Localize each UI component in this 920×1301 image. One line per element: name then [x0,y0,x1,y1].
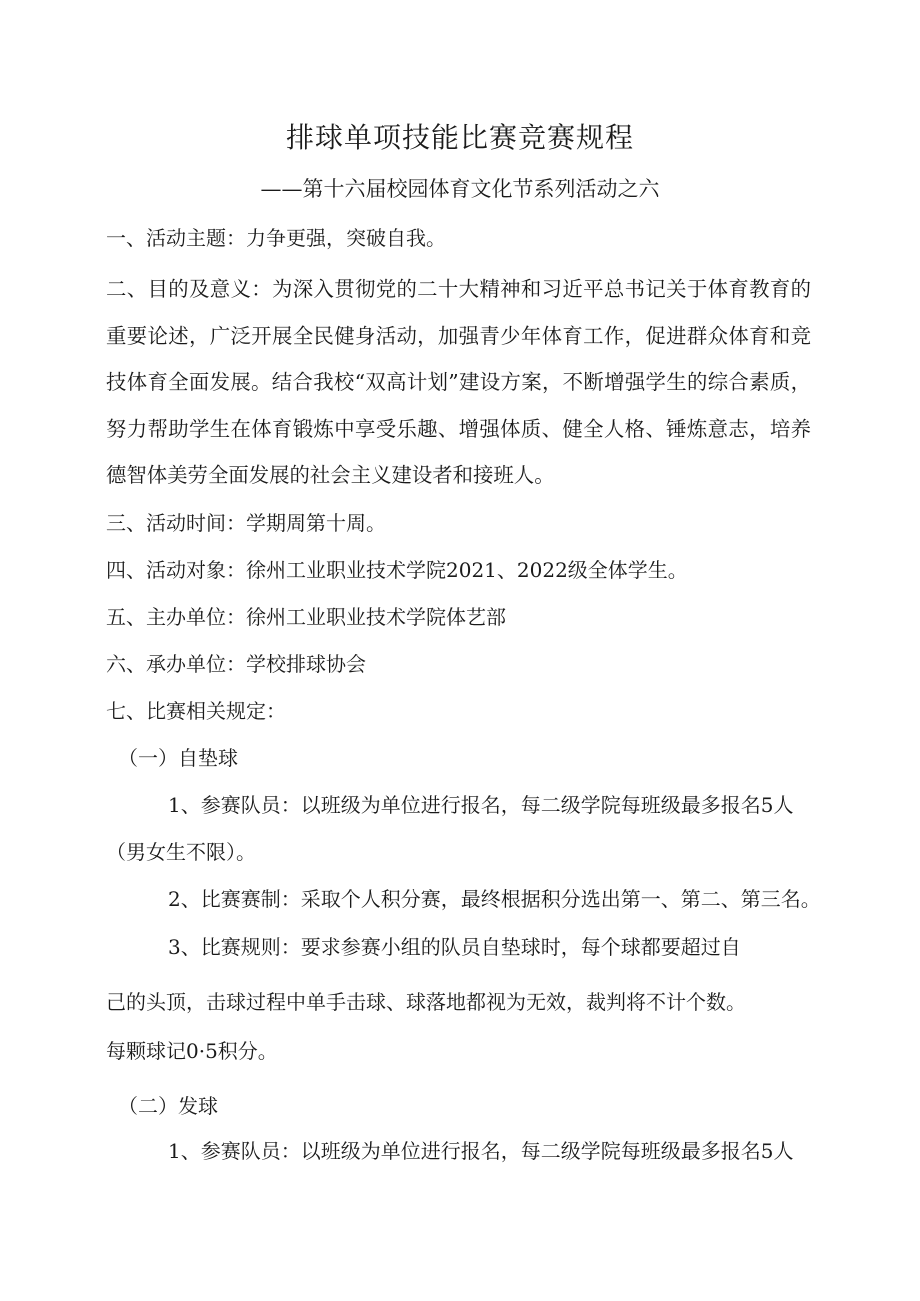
time-line: 三、活动时间：学期周第十周。 [106,511,386,535]
purpose-paragraph: 二、目的及意义：为深入贯彻党的二十大精神和习近平总书记关于体育教育的重要论述，广泛开展全民健身活动，加强青少年体育工作，促进群众体育和竞技体育全面发展。结合我校“双高计划”建设方案，不断增强学生的综合素质，努力帮助学生在体育锻炼中享受乐趣、增强体质、健全人格、锤炼意志，培养德智体美劳全面发展的社会主义建设者和接班人。 [106,277,811,488]
section1-item3-line2: 己的头顶，击球过程中单手击球、球落地都视为无效，裁判将不计个数。 [106,990,746,1014]
theme-line: 一、活动主题：力争更强，突破自我。 [106,226,446,250]
section1-item2: 2、比赛赛制：采取个人积分赛，最终根据积分选出第一、第二、第三名。 [168,887,821,911]
section1-item3-line3: 每颗球记0·5积分。 [106,1039,278,1063]
organizer-line: 五、主办单位：徐州工业职业技术学院体艺部 [106,605,506,629]
section1-item1-line2: （男女生不限）。 [106,840,256,864]
section1-item1-line1: 1、参赛队员：以班级为单位进行报名，每二级学院每班级最多报名5人 [168,793,794,817]
section1-item3-line1: 3、比赛规则：要求参赛小组的队员自垫球时，每个球都要超过自 [168,935,741,959]
target-line: 四、活动对象：徐州工业职业技术学院2021、2022级全体学生。 [106,558,688,582]
section1-heading: （一）自垫球 [118,746,238,770]
document-title: 排球单项技能比赛竞赛规程 [285,121,634,154]
section2-heading: （二）发球 [118,1094,218,1118]
undertaker-line: 六、承办单位：学校排球协会 [106,652,366,676]
section2-item1-line1: 1、参赛队员：以班级为单位进行报名，每二级学院每班级最多报名5人 [168,1139,794,1163]
rules-heading: 七、比赛相关规定： [106,699,286,723]
document-subtitle: ——第十六届校园体育文化节系列活动之六 [260,177,660,201]
